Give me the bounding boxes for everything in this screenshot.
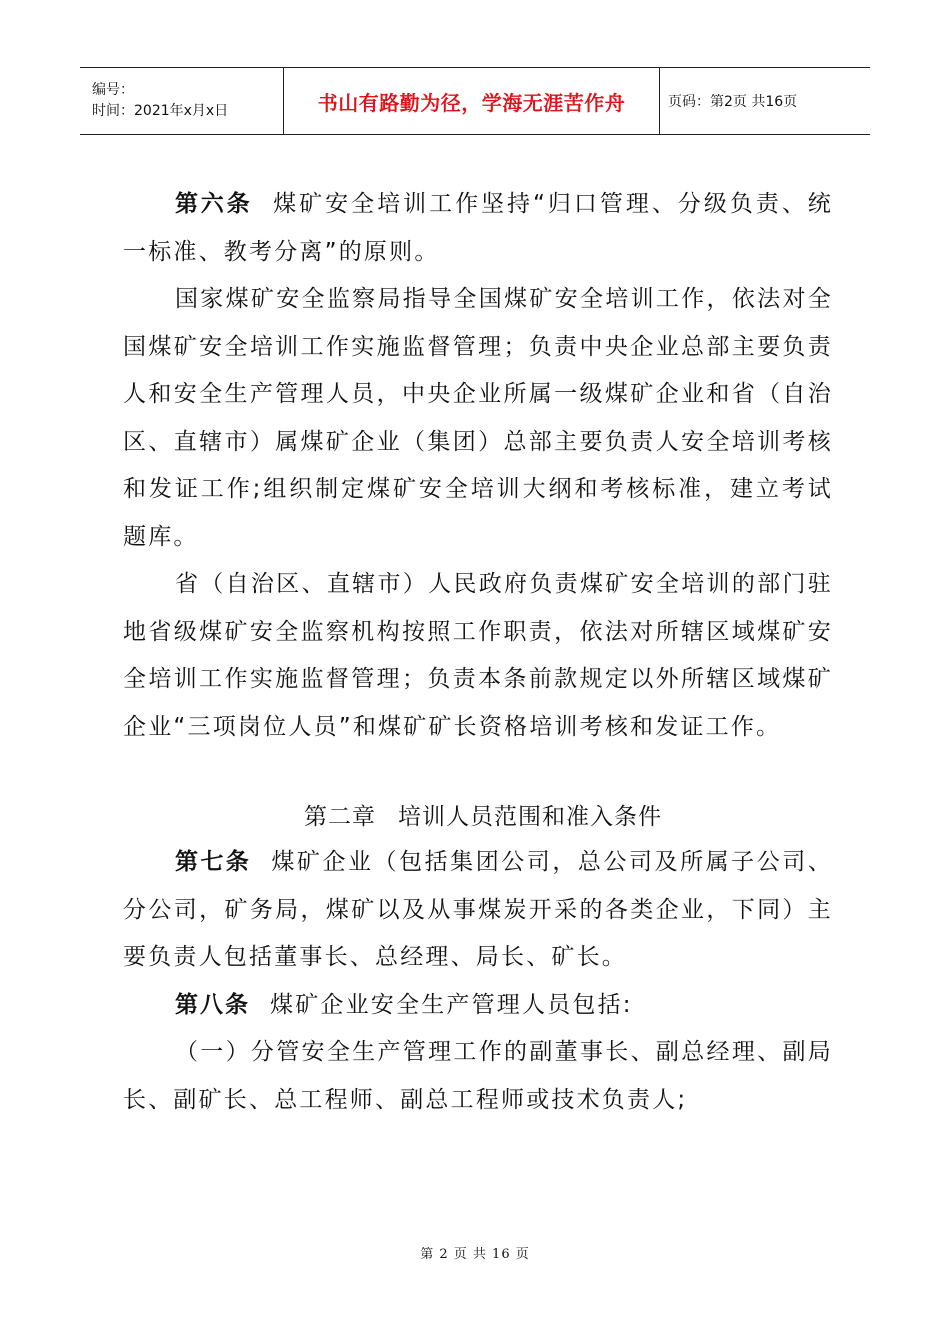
article-7-title: 第七条 <box>175 849 252 875</box>
header-page-code <box>660 68 870 134</box>
article-7 <box>123 839 833 982</box>
article-8 <box>123 982 833 1030</box>
chapter-number: 第二章 <box>304 804 376 830</box>
article-6-title: 第六条 <box>175 191 253 217</box>
document-header <box>80 67 870 135</box>
page-footer <box>0 1243 950 1262</box>
time-label: 时间：2021年x月x日 <box>92 103 229 119</box>
article-8-text: 煤矿企业安全生产管理人员包括: <box>270 991 633 1018</box>
page-code-text: 页码：第2页 共16页 <box>668 94 798 110</box>
article-7-text: 煤矿企业（包括集团公司，总公司及所属子公司、分公司，矿务局，煤矿以及从事煤炭开采的各类企业，下同）主要负责人包括董事长、总经理、局长、矿长。 <box>123 849 833 970</box>
paragraph-national: 国家煤矿安全监察局指导全国煤矿安全培训工作，依法对全国煤矿安全培训工作实施监督管理；负责中央企业总部主要负责人和安全生产管理人员，中央企业所属一级煤矿企业和省（自治区、直辖市）属煤矿企业（集团）总部主要负责人安全培训考核和发证工作;组织制定煤矿安全培训大纲和考核标准，建立考试题库。 <box>123 286 833 550</box>
header-motto <box>283 68 660 134</box>
article-6 <box>123 181 833 276</box>
document-body <box>123 181 833 1124</box>
number-label: 编号： <box>92 82 134 98</box>
header-meta <box>80 68 283 134</box>
paragraph-provincial: 省（自治区、直辖市）人民政府负责煤矿安全培训的部门驻地省级煤矿安全监察机构按照工作职责，依法对所辖区域煤矿安全培训工作实施监督管理；负责本条前款规定以外所辖区域煤矿企业“三项岗位人员”和煤矿矿长资格培训考核和发证工作。 <box>123 571 833 740</box>
chapter-heading <box>123 795 833 839</box>
footer-page-number: 第 2 页 共 16 页 <box>420 1247 530 1262</box>
article-8-title: 第八条 <box>175 991 250 1018</box>
article-6-text: 煤矿安全培训工作坚持“归口管理、分级负责、统一标准、教考分离”的原则。 <box>123 191 834 265</box>
list-item-1: （一）分管安全生产管理工作的副董事长、副总经理、副局长、副矿长、总工程师、副总工程师或技术负责人; <box>123 1039 833 1113</box>
motto-text: 书山有路勤为径，学海无涯苦作舟 <box>317 90 626 115</box>
chapter-title: 培训人员范围和准入条件 <box>398 804 662 830</box>
